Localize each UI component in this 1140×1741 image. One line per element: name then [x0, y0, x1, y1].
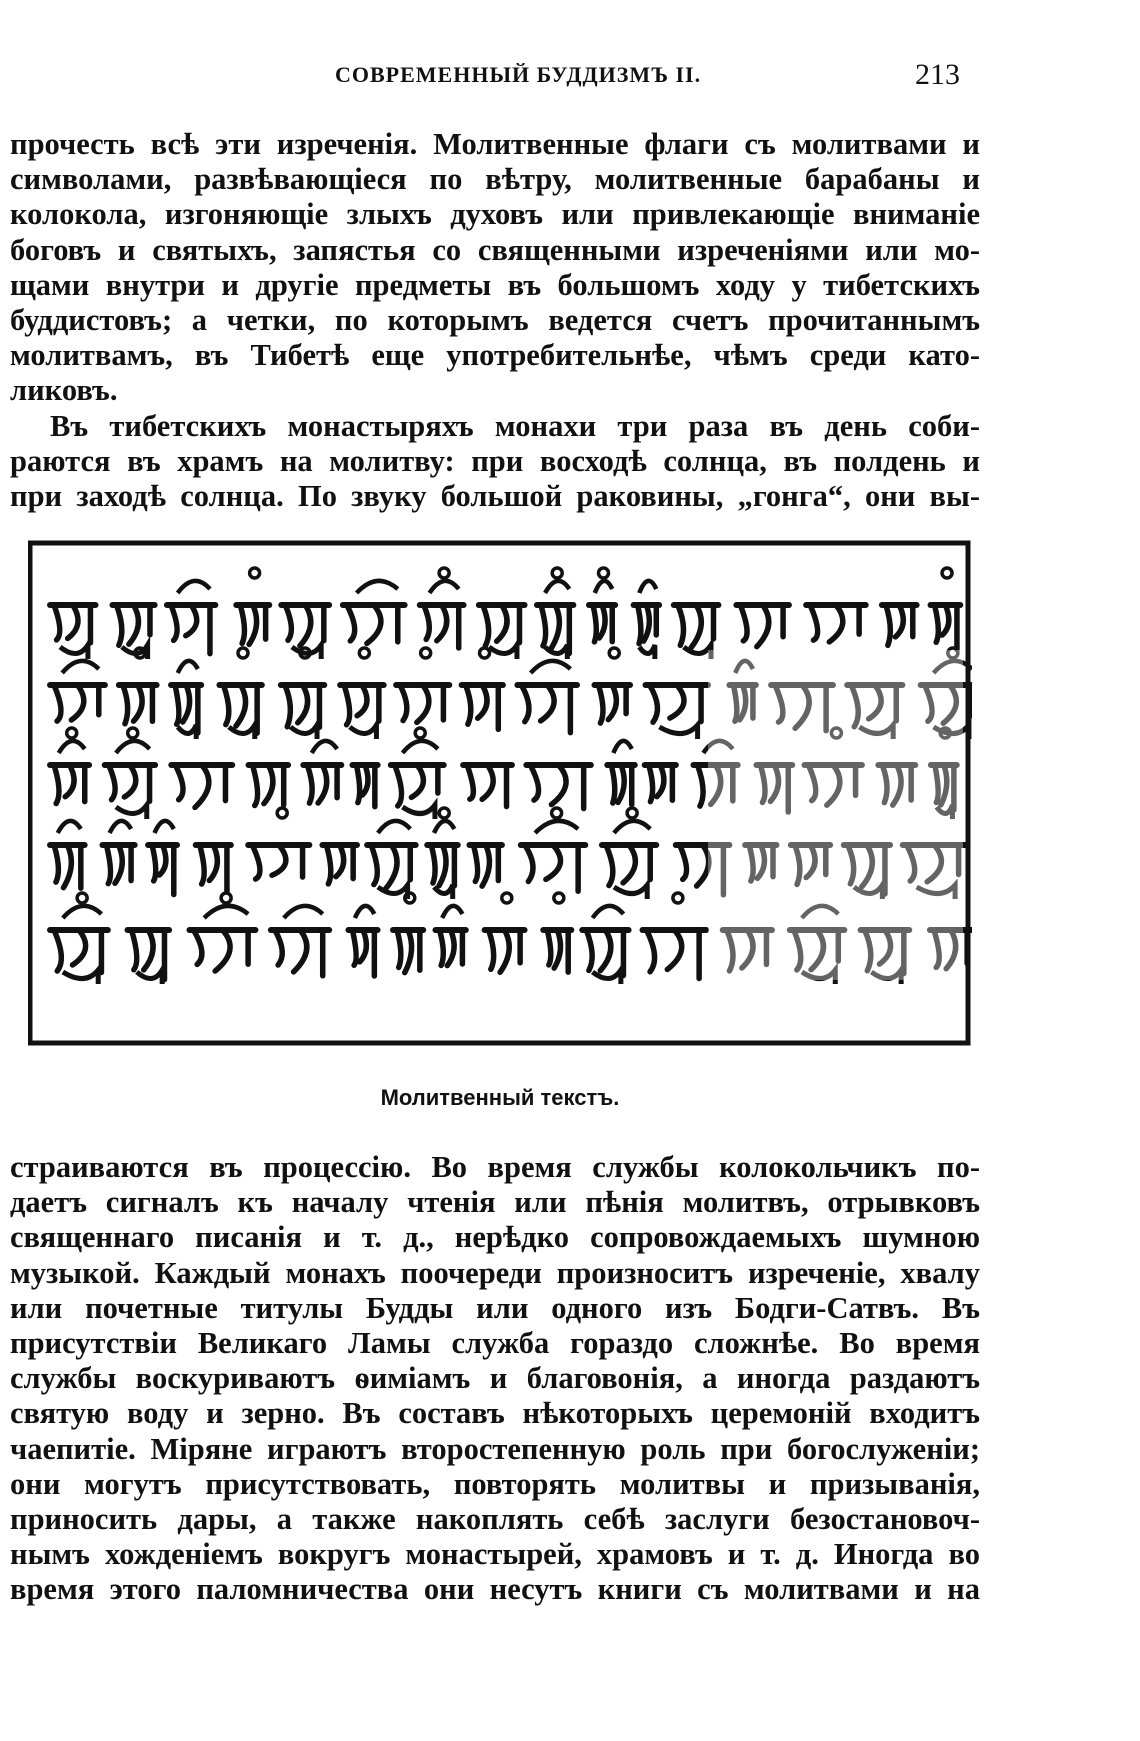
text-line: боговъ и святыхъ, запястья со священными изреченіями или мо-: [10, 232, 980, 267]
running-title: СОВРЕМЕННЫЙ БУДДИЗМЪ II.: [335, 62, 702, 87]
text-line: раются въ храмъ на молитву: при восходѣ солнца, въ полдень и: [10, 443, 980, 478]
prayer-text-image: [28, 540, 972, 1050]
text-line: музыкой. Каждый монахъ поочереди произноситъ изреченіе, хвалу: [10, 1255, 980, 1290]
text-line: или почетные титулы Будды или одного изъ Бодги-Сатвъ. Въ: [10, 1290, 980, 1325]
page-number: 213: [915, 58, 960, 91]
text-line: святую воду и зерно. Въ составъ нѣкоторыхъ церемоній входитъ: [10, 1396, 980, 1431]
prayer-text-figure: [28, 540, 972, 1050]
text-line: даетъ сигналъ къ началу чтенія или пѣнія молитвъ, отрывковъ: [10, 1185, 980, 1220]
text-line: символами, развѣвающіеся по вѣтру, молитвенные барабаны и: [10, 162, 980, 197]
text-line: священнаго писанія и т. д., нерѣдко сопровождаемыхъ шумною: [10, 1220, 980, 1255]
text-line: ликовъ.: [10, 373, 118, 408]
running-head: [0, 58, 1140, 102]
text-line: Въ тибетскихъ монастыряхъ монахи три раза въ день соби-: [50, 408, 980, 443]
text-line: они могутъ присутствовать, повторять молитвы и призыванія,: [10, 1466, 980, 1501]
text-line: молитвамъ, въ Тибетѣ еще употребительнѣе, чѣмъ среди като-: [10, 338, 980, 373]
text-line: прочесть всѣ эти изреченія. Молитвенные флаги съ молитвами и: [10, 127, 980, 161]
text-line: нымъ хожденіемъ вокругъ монастырей, храмовъ и т. д. Иногда во: [10, 1537, 980, 1572]
text-line: страиваются въ процессію. Во время службы колокольчикъ по-: [10, 1150, 980, 1184]
text-line: службы воскуриваютъ ѳиміамъ и благовонія, а иногда раздаютъ: [10, 1361, 980, 1396]
text-line: чаепитіе. Міряне играютъ второстепенную роль при богослуженіи;: [10, 1431, 980, 1466]
text-line: приносить дары, а также накоплять себѣ заслуги безостановоч-: [10, 1501, 980, 1536]
text-line: при заходѣ солнца. По звуку большой раковины, „гонга“, они вы-: [10, 478, 980, 513]
text-line: присутствіи Великаго Ламы служба гораздо сложнѣе. Во время: [10, 1325, 980, 1360]
text-line: щами внутри и другіе предметы въ большомъ ходу у тибетскихъ: [10, 267, 980, 302]
text-line: буддистовъ; а четки, по которымъ ведется счетъ прочитаннымъ: [10, 302, 980, 337]
paragraph-bottom: [10, 1150, 980, 1607]
text-line: время этого паломничества они несутъ книги съ молитвами и на: [10, 1572, 980, 1607]
figure-caption: Молитвенный текстъ.: [380, 1085, 620, 1110]
text-line: колокола, изгоняющіе злыхъ духовъ или привлекающіе вниманіе: [10, 197, 980, 232]
paragraph-top: [10, 127, 980, 514]
